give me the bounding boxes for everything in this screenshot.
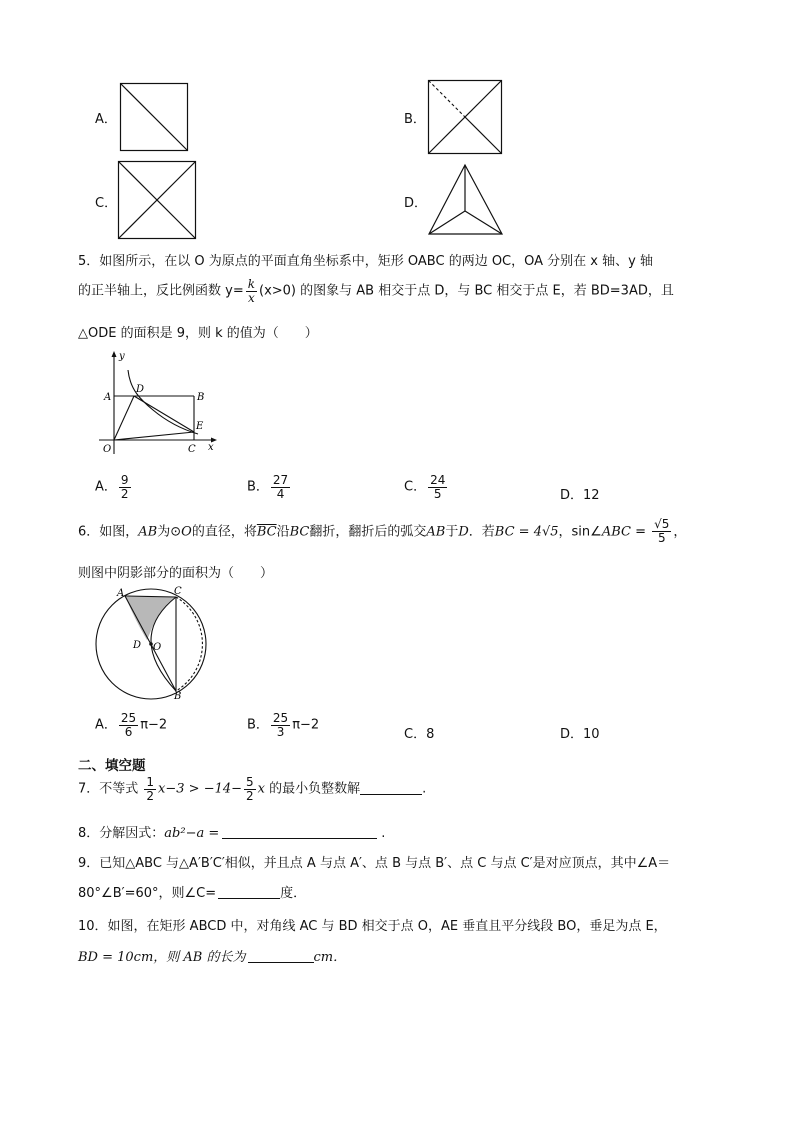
q4-figure-b — [428, 80, 504, 156]
q4-figure-a — [120, 83, 190, 153]
q4-option-d-label[interactable]: D． — [404, 196, 428, 211]
q4-figure-c — [118, 161, 198, 241]
q6-option-c[interactable]: C．8 — [404, 727, 435, 742]
q5-label-a: A — [104, 392, 112, 403]
q6-line1: 6．如图，AB为⊙O的直径，将$\overline{BC}$沿BC翻折，翻折后的弧交AB于D．若BC = 4√5，sin∠ABC = $\frac{√5}{5}$ ， — [78, 517, 687, 545]
q5-label-y: y — [119, 351, 125, 362]
q9-answer-blank[interactable] — [218, 886, 280, 899]
q5-coordinate-figure — [93, 346, 223, 456]
q10-answer-blank[interactable] — [248, 950, 314, 963]
q6-circle-figure — [90, 585, 215, 710]
q5-line3: △ODE 的面积是 9，则 k 的值为（ ） — [78, 326, 318, 341]
q5-kx-fraction: $\frac{k}{x}$ — [247, 277, 255, 305]
q5-option-d[interactable]: D．12 — [560, 488, 600, 503]
q10-line1: 10．如图，在矩形 ABCD 中，对角线 AC 与 BD 相交于点 O，AE 垂直且平分线段 BO，垂足为点 E， — [78, 919, 667, 934]
q5-line2: 的正半轴上，反比例函数 y= $\frac{k}{x}$ (x>0) 的图象与 AB 相交于点 D，与 BC 相交于点 E，若 BD=3AD，且 — [78, 277, 674, 305]
q6-label-b: B — [174, 691, 182, 702]
q6-label-o: O — [153, 642, 162, 653]
q6-label-a: A — [117, 588, 125, 599]
section-title-fill-in: 二、填空题 — [78, 758, 146, 774]
q8-answer-blank[interactable] — [222, 826, 377, 839]
q6-dashed-arc — [176, 597, 202, 691]
q5-label-b: B — [197, 392, 205, 403]
q6-label-c: C — [174, 586, 182, 597]
q4b-dashed-half-diagonal — [429, 81, 466, 118]
q5-label-e: E — [196, 421, 204, 432]
q6-option-d[interactable]: D．10 — [560, 727, 600, 742]
q5-option-b[interactable]: B． $\frac{27}{4}$ — [247, 473, 289, 501]
q4-option-b-label[interactable]: B． — [404, 112, 426, 127]
q5-option-c[interactable]: C． $\frac{24}{5}$ — [404, 473, 446, 501]
q4b-half-diagonal-1 — [465, 117, 502, 154]
q9-line1: 9．已知△ABC 与△A′B′C′相似，并且点 A 与点 A′、点 B 与点 B′、点 C 与点 C′是对应顶点，其中∠A＝ — [78, 856, 671, 871]
q4-figure-d — [428, 164, 504, 236]
q5-label-o: O — [103, 444, 112, 455]
q5-hyperbola — [128, 370, 198, 434]
q10-line2: BD = 10cm，则 AB 的长为 cm． — [78, 950, 347, 965]
q6-label-d: D — [133, 640, 142, 651]
q8-line: 8．分解因式：ab²−a = . — [78, 826, 386, 841]
q5-option-a[interactable]: A． $\frac{9}{2}$ — [95, 473, 129, 501]
q9-line2: 80°∠B′=60°，则∠C= 度． — [78, 886, 307, 901]
q6-option-a[interactable]: A． $\frac{25}{6}$ π−2 — [95, 711, 168, 739]
q5-label-x: x — [208, 442, 214, 453]
q5-line1: 5．如图所示，在以 O 为原点的平面直角坐标系中，矩形 OABC 的两边 OC，OA 分别在 x 轴、y 轴 — [78, 254, 653, 269]
q4a-diagonal — [121, 84, 188, 151]
q5-label-c: C — [188, 444, 196, 455]
q5-label-d: D — [136, 384, 145, 395]
q7-line: 7．不等式 $\frac{1}{2}$ x−3 > −14− $\frac{5}{2}$ x 的最小负整数解 . — [78, 775, 427, 803]
q6-option-b[interactable]: B． $\frac{25}{3}$ π−2 — [247, 711, 320, 739]
q6-line2: 则图中阴影部分的面积为（ ） — [78, 566, 274, 581]
q4-option-c-label[interactable]: C． — [95, 196, 118, 211]
q4-option-a-label[interactable]: A． — [95, 112, 117, 127]
q7-answer-blank[interactable] — [360, 782, 422, 795]
